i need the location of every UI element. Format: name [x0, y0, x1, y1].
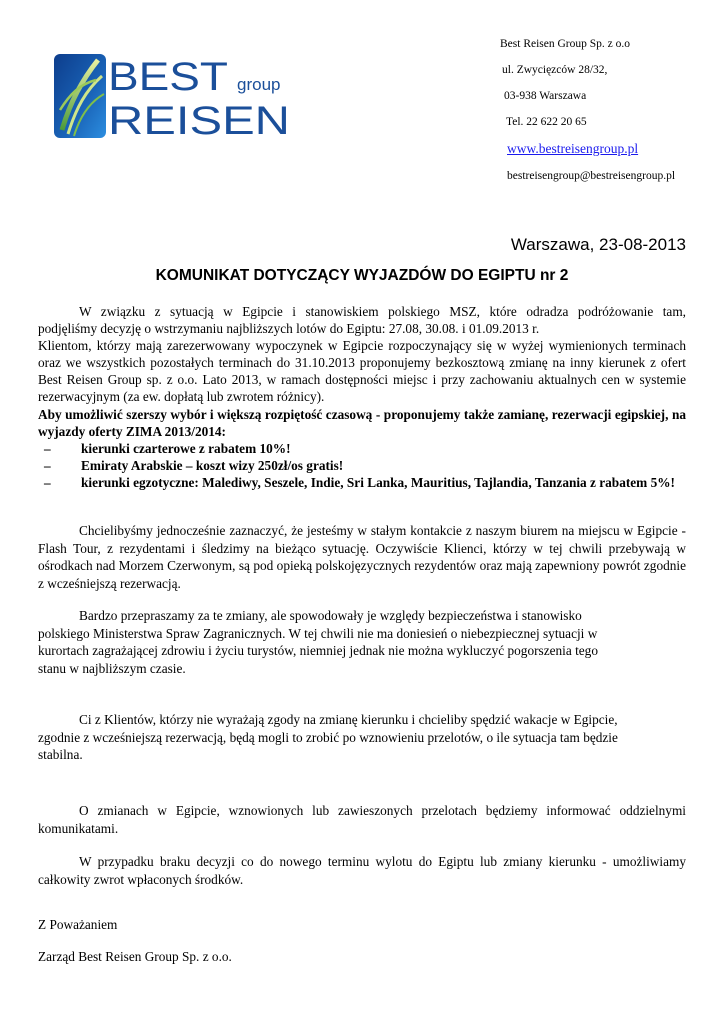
logo-text-group: group — [237, 75, 281, 94]
company-email: bestreisengroup@bestreisengroup.pl — [507, 170, 676, 182]
closing: Z Poważaniem — [38, 917, 118, 932]
para2: Chcielibyśmy jednocześnie zaznaczyć, że jesteśmy w stałym kontakcie z naszym biurem na miejscu w Egipcie - Flash Tour, z rezydentami i śledzimy na bieżąco sytuację. Oczywiście Klienci, którzy w tej chwili przebywają w ośrodkach nad Morzem Czerwonym, są pod opieką polskojęzycznych rezydentów oraz mają zapewniony powrót zgodnie z wcześniejszą rezerwacją. — [38, 523, 686, 591]
para3-line2: polskiego Ministerstwa Spraw Zagranicznych. W tej chwili nie ma doniesień o niebezpiecznej sytuacji w — [38, 625, 598, 641]
para3-line4: stanu w najbliższym czasie. — [38, 660, 186, 676]
letter-date: Warszawa, 23-08-2013 — [510, 235, 686, 254]
para6: W przypadku braku decyzji co do nowego terminu wylotu do Egiptu lub zmiany kierunku - umożliwiamy całkowity zwrot wpłaconych środków. — [38, 854, 686, 887]
company-street: ul. Zwycięzców 28/32, — [502, 64, 608, 76]
para3-line3: kurortach zagrażającej zdrowiu i życiu turystów, niemniej jednak nie można wykluczyć pogorszenia tego — [38, 643, 598, 658]
company-city: 03-938 Warszawa — [504, 90, 587, 102]
para4-line3: stabilna. — [38, 747, 83, 762]
logo-text-best: BEST — [108, 55, 228, 99]
company-website-link[interactable]: www.bestreisengroup.pl — [507, 141, 639, 156]
para4-line2: zgodnie z wcześniejszą rezerwacją, będą mogli to zrobić po wznowieniu przelotów, o ile sytuacja tam będzie — [38, 729, 618, 745]
para1-line3: Klientom, którzy mają zarezerwowany wypoczynek w Egipcie rozpoczynający się w wyżej wymienionych terminach oraz we wszystkich pozostałych terminach do 31.10.2013 proponujemy bezkosztową zmianę na inny kierunek z ofert Best Reisen Group sp. z o.o. Lato 2013, w ramach dostępności miejsc i przy zachowaniu aktualnych cen w systemie rezerwacyjnym (za ew. dopłatą lub zwrotem różnicy). — [38, 338, 686, 405]
company-phone: Tel. 22 622 20 65 — [506, 116, 587, 128]
list-item: – Emiraty Arabskie – koszt wizy 250zł/os gratis! — [44, 457, 344, 473]
offer-list — [38, 440, 686, 491]
para4-line1: Ci z Klientów, którzy nie wyrażają zgody na zmianę kierunku i chcieliby spędzić wakacje w Egipcie, — [79, 712, 618, 727]
para1-line2: podjęliśmy decyzję o wstrzymaniu najbliższych lotów do Egiptu: 27.08, 30.08. i 01.09.2013 r. — [38, 321, 540, 337]
para3-line1: Bardzo przepraszamy za te zmiany, ale spowodowały je względy bezpieczeństwa i stanowisko — [79, 608, 582, 623]
letter-body — [38, 303, 686, 491]
list-item: – kierunki czarterowe z rabatem 10%! — [44, 440, 291, 456]
para4 — [38, 711, 686, 764]
company-name: Best Reisen Group Sp. z o.o — [500, 38, 631, 50]
para1-bold: Aby umożliwić szerszy wybór i większą rozpiętość czasową - proponujemy także zamianę, rezerwacji egipskiej, na wyjazdy oferty ZIMA 2013/2014: — [38, 406, 686, 439]
para1-line1: W związku z sytuacją w Egipcie i stanowiskiem polskiego MSZ, które odradza podróżowanie tam, — [79, 304, 686, 319]
para5: O zmianach w Egipcie, wznowionych lub zawieszonych przelotach będziemy informować oddzielnymi komunikatami. — [38, 803, 686, 836]
best-reisen-logo — [52, 50, 302, 142]
dash-icon: – — [44, 457, 51, 473]
list-item: – kierunki egzotyczne: Malediwy, Seszele, Indie, Sri Lanka, Mauritius, Tajlandia, Tanzania z rabatem 5%! — [44, 474, 675, 490]
signature: Zarząd Best Reisen Group Sp. z o.o. — [38, 949, 232, 964]
dash-icon: – — [44, 474, 51, 490]
logo-text-reisen: REISEN — [108, 99, 290, 142]
page-title: KOMUNIKAT DOTYCZĄCY WYJAZDÓW DO EGIPTU nr 2 — [155, 267, 569, 284]
dash-icon: – — [44, 440, 51, 456]
para3 — [38, 607, 686, 677]
